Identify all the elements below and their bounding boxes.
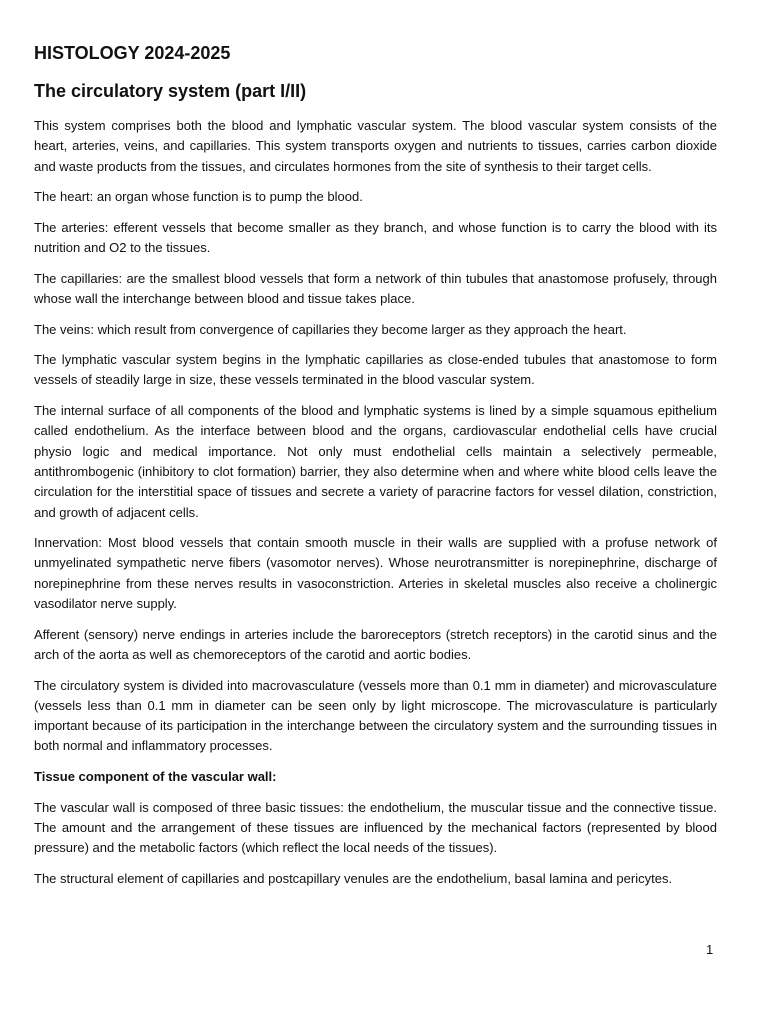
document-title: HISTOLOGY 2024-2025 bbox=[34, 43, 231, 63]
paragraph-arteries: The arteries: efferent vessels that become smaller as they branch, and whose function is to carry the blood with its nutrition and O2 to the tissues. bbox=[34, 219, 717, 256]
paragraph-intro: This system comprises both the blood and lymphatic vascular system. The blood vascular system consists of the heart, arteries, veins, and capillaries. This system transports oxygen and nutrients to tissues, carries carbon dioxide and waste products from the tissues, and circulates hormones from the site of synthesis to their target cells. bbox=[34, 118, 717, 174]
document-page bbox=[34, 40, 717, 899]
paragraph-endothelium: The internal surface of all components of the blood and lymphatic systems is lined by a simple squamous epithelium called endothelium. As the interface between blood and the organs, cardiovascular endothelial cells have crucial physio logic and medical importance. Not only must endothelial cells maintain a selectively permeable, antithrombogenic (inhibitory to clot formation) barrier, they also determine when and where white blood cells leave the circulation for the interstitial space of tissues and secrete a variety of paracrine factors for vessel dilation, constriction, and growth of adjacent cells. bbox=[34, 403, 717, 520]
paragraph-vasculature: The circulatory system is divided into macrovasculature (vessels more than 0.1 mm in diameter) and microvasculature (vessels less than 0.1 mm in diameter can be seen only by light microscope. The microvasculature is particularly important because of its participation in the interchange between the circulatory system and the surrounding tissues in both normal and inflammatory processes. bbox=[34, 677, 717, 754]
section-heading-tissue-component: Tissue component of the vascular wall: bbox=[34, 768, 277, 784]
document-subtitle: The circulatory system (part I/II) bbox=[34, 81, 307, 101]
page-number: 1 bbox=[706, 942, 714, 957]
paragraph-afferent: Afferent (sensory) nerve endings in arteries include the baroreceptors (stretch receptors) in the carotid sinus and the arch of the aorta as well as chemoreceptors of the carotid and aortic bodies. bbox=[34, 626, 717, 662]
paragraph-heart: The heart: an organ whose function is to pump the blood. bbox=[34, 189, 363, 205]
paragraph-lymphatic: The lymphatic vascular system begins in the lymphatic capillaries as close-ended tubules that anastomose to form vessels of steadily large in size, these vessels terminated in the blood vascular system. bbox=[34, 352, 717, 388]
paragraph-structural-element: The structural element of capillaries and postcapillary venules are the endothelium, basal lamina and pericytes. bbox=[34, 870, 673, 886]
paragraph-innervation: Innervation: Most blood vessels that contain smooth muscle in their walls are supplied with a profuse network of unmyelinated sympathetic nerve fibers (vasomotor nerves). Whose neurotransmitter is norepinephrine, discharge of norepinephrine from these nerves results in vasoconstriction. Arteries in skeletal muscles also receive a cholinergic vasodilator nerve supply. bbox=[34, 535, 717, 612]
paragraph-veins: The veins: which result from convergence of capillaries they become larger as they approach the heart. bbox=[34, 321, 627, 337]
paragraph-vascular-wall: The vascular wall is composed of three basic tissues: the endothelium, the muscular tissue and the connective tissue. The amount and the arrangement of these tissues are influenced by the mechanical factors (represented by blood pressure) and the metabolic factors (which reflect the local needs of the tissues). bbox=[34, 799, 717, 856]
paragraph-capillaries: The capillaries: are the smallest blood vessels that form a network of thin tubules that anastomose profusely, through whose wall the interchange between blood and tissue takes place. bbox=[34, 270, 717, 306]
